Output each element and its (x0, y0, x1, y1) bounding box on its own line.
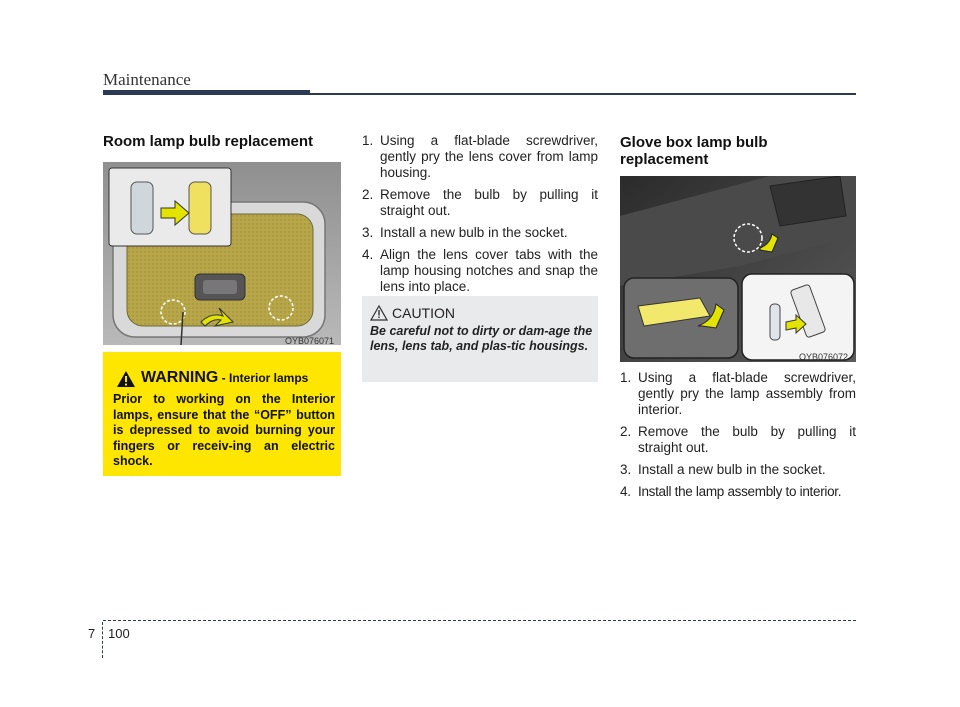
step-number: 4. (362, 247, 374, 262)
footer-rule (103, 620, 856, 621)
step-number: 3. (620, 462, 632, 477)
glove-box-steps (620, 370, 856, 506)
step-text: Using a flat-blade screwdriver, gently pry the lamp assembly from interior. (638, 370, 856, 417)
page-header-title: Maintenance (103, 70, 191, 89)
warning-title (141, 369, 308, 387)
step-text: Install the lamp assembly to interior. (638, 484, 842, 499)
room-lamp-illustration (103, 162, 341, 345)
footer-divider (102, 622, 103, 658)
list-item (362, 187, 598, 219)
header-rule-thin (310, 93, 856, 95)
caution-title: CAUTION (392, 305, 455, 321)
step-number: 1. (620, 370, 632, 385)
step-text: Install a new bulb in the socket. (380, 225, 568, 240)
list-item (620, 462, 856, 478)
warning-box (103, 352, 341, 476)
step-text: Align the lens cover tabs with the lamp housing notches and snap the lens into place. (380, 247, 598, 294)
caution-box (362, 296, 598, 382)
page-chapter: 7 (88, 626, 96, 641)
list-item (620, 370, 856, 418)
list-item (620, 484, 856, 500)
room-lamp-steps (362, 133, 598, 301)
step-number: 2. (362, 187, 374, 202)
room-lamp-heading: Room lamp bulb replacement (103, 133, 314, 150)
warning-triangle-icon (116, 370, 136, 388)
step-number: 3. (362, 225, 374, 240)
warning-text: Prior to working on the Interior lamps, ensure that the “OFF” button is depressed to avoid burning your fingers or receiv-ing an electric shock. (113, 392, 335, 468)
warning-subtitle: - Interior lamps (218, 371, 309, 385)
warning-title-main: WARNING (141, 369, 219, 386)
caution-text: Be careful not to dirty or dam-age the lens, lens tab, and plas-tic housings. (370, 324, 593, 353)
room-lamp-image-code: OYB076071 (285, 336, 335, 346)
list-item (362, 247, 598, 295)
step-text: Remove the bulb by pulling it straight out. (638, 424, 856, 455)
step-number: 2. (620, 424, 632, 439)
step-number: 1. (362, 133, 374, 148)
list-item (362, 225, 598, 241)
list-item (620, 424, 856, 456)
glove-box-heading: Glove box lamp bulb replacement (620, 134, 768, 168)
step-text: Remove the bulb by pulling it straight out. (380, 187, 598, 218)
step-number: 4. (620, 484, 631, 499)
header-rule-thick (103, 90, 310, 95)
step-text: Using a flat-blade screwdriver, gently pry the lens cover from lamp housing. (380, 133, 598, 180)
glove-box-illustration (620, 176, 856, 362)
step-text: Install a new bulb in the socket. (638, 462, 826, 477)
page-number: 100 (108, 626, 130, 641)
list-item (362, 133, 598, 181)
caution-triangle-icon (370, 305, 388, 321)
glove-box-image-code: OYB076072 (799, 352, 849, 362)
